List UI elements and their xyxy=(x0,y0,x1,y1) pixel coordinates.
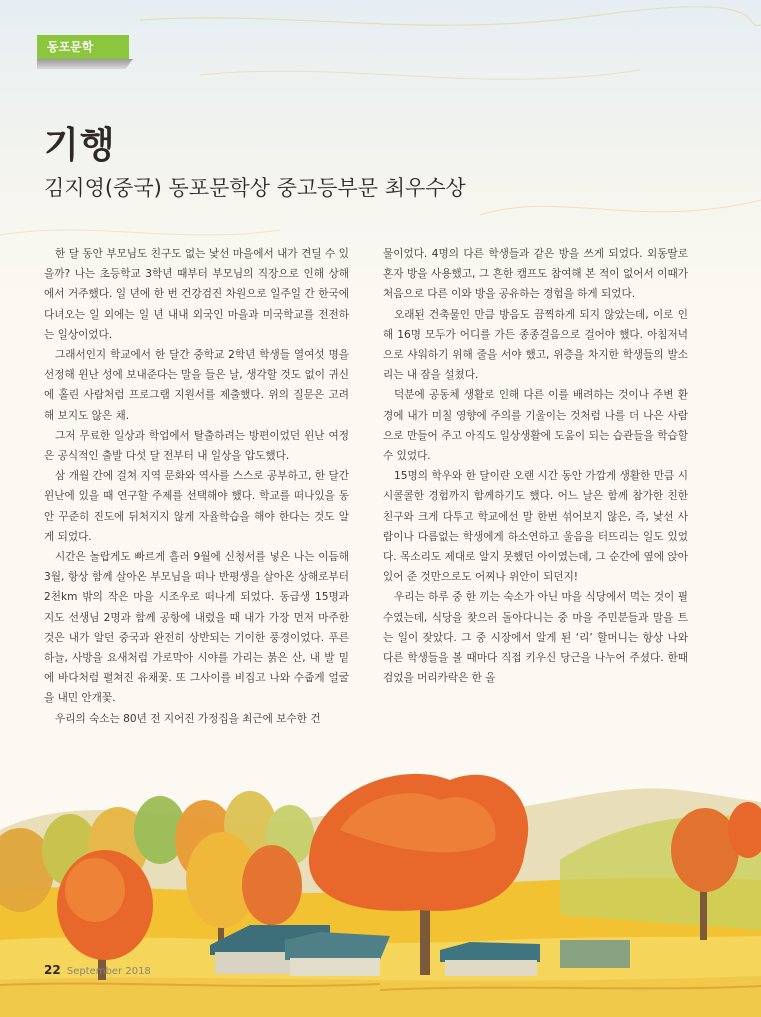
paragraph: 그저 무료한 일상과 학업에서 탈출하려는 방편이었던 윈난 여정은 공식적인 출발 다섯 달 전부터 내 일상을 압도했다. xyxy=(44,429,349,463)
article-title: 기행 xyxy=(44,125,116,166)
issue-date: September 2018 xyxy=(66,966,151,977)
paragraph: 우리는 하루 중 한 끼는 숙소가 아닌 마을 식당에서 먹는 것이 필수였는데, 식당을 찾으러 돌아다니는 중 마을 주민분들과 말을 트는 일이 잦았다. 그 중 시장에서 알게 된 ‘리’ 할머니는 항상 나와 다른 학생들을 볼 때마다 직접 키우신 당근을 나누어 주셨다. 한때 검었을 머리카락은 한 올 xyxy=(383,591,688,685)
section-tag-shadow xyxy=(37,59,133,69)
section-tag: 동포문학 xyxy=(37,35,129,59)
paragraph: 덕분에 공동체 생활로 인해 다른 이를 배려하는 것이나 주변 환경에 내가 미칠 영향에 주의를 기울이는 것처럼 나를 더 나은 사람으로 만들어 주고 아직도 일상생활에 도움이 되는 습관들을 학습할 수 있었다. xyxy=(383,389,688,463)
paragraph: 그래서인지 학교에서 한 달간 중학교 2학년 학생들 열여섯 명을 선정해 윈난 성에 보내준다는 말을 들은 날, 생각할 것도 없이 귀신에 홀린 사람처럼 프로그램 지원서를 제출했다. 위의 질문은 고려해 보지도 않은 채. xyxy=(44,349,349,422)
page-footer xyxy=(44,963,151,977)
paragraph: 시간은 놀랍게도 빠르게 흘러 9월에 신청서를 넣은 나는 이듬해 3월, 항상 함께 살아온 부모님을 떠나 반평생을 살아온 상해로부터 2천km 밖의 작은 마을 시조우로 떠나게 되었다. 동급생 15명과 지도 선생님 2명과 함께 공항에 내렸을 때 내가 가장 먼저 마주한 것은 내가 알던 중국과 완전히 상반되는 기이한 풍경이었다. 푸른 하늘, 사방을 요새처럼 가로막아 시야를 가리는 붉은 산, 내 발 밑에 바다처럼 펼쳐진 유채꽃. 또 그사이를 비집고 나와 수줍게 얼굴을 내민 안개꽃. xyxy=(44,551,349,705)
text-column-left xyxy=(44,244,349,729)
article-subtitle: 김지영(중국) 동포문학상 중고등부문 최우수상 xyxy=(44,176,466,200)
paragraph: 15명의 학우와 한 달이란 오랜 시간 동안 가깝게 생활한 만큼 시시콜콜한 경험까지 함께하기도 했다. 어느 날은 함께 참가한 친한 친구와 크게 다투고 학교에선 말 한번 섞어보지 않은, 즉, 낯선 사람이나 다름없는 학생에게 하소연하고 울음을 터뜨리는 일도 있었다. 목소리도 제대로 알지 못했던 아이였는데, 그 순간에 옆에 앉아 있어 준 것만으로도 어찌나 위안이 되던지! xyxy=(383,470,688,584)
paragraph: 우리의 숙소는 80년 전 지어진 가정집을 최근에 보수한 건 xyxy=(55,712,321,725)
text-column-right xyxy=(383,244,688,688)
paragraph: 삼 개월 간에 걸쳐 지역 문화와 역사를 스스로 공부하고, 한 달간 윈난에 있을 때 연구할 주제를 선택해야 했다. 학교를 떠나있을 동안 꾸준히 진도에 뒤처지지 않게 자율학습을 해야 한다는 것도 알게 되었다. xyxy=(44,470,349,543)
paragraph: 물이었다. 4명의 다른 학생들과 같은 방을 쓰게 되었다. 외동딸로 혼자 방을 사용했고, 그 흔한 캠프도 참여해 본 적이 없어서 이때가 처음으로 다른 이와 방을 공유하는 경험을 하게 되었다. xyxy=(383,248,688,301)
page-number: 22 xyxy=(44,963,61,977)
paragraph: 한 달 동안 부모님도 친구도 없는 낯선 마을에서 내가 견딜 수 있을까? 나는 초등학교 3학년 때부터 부모님의 직장으로 인해 상해에서 거주했다. 일 년에 한 번 건강검진 차원으로 일주일 간 한국에 다녀오는 일 외에는 일 년 내내 외국인 마을과 미국학교를 전전하는 일상이었다. xyxy=(44,248,349,341)
paragraph: 오래된 건축물인 만큼 방음도 끔찍하게 되지 않았는데, 이로 인해 16명 모두가 어디를 가든 종종걸음으로 걸어야 했다. 아침저녁으로 샤워하기 위해 줄을 서야 했고, 위층을 차지한 학생들의 발소리는 내 잠을 설쳤다. xyxy=(383,308,688,382)
